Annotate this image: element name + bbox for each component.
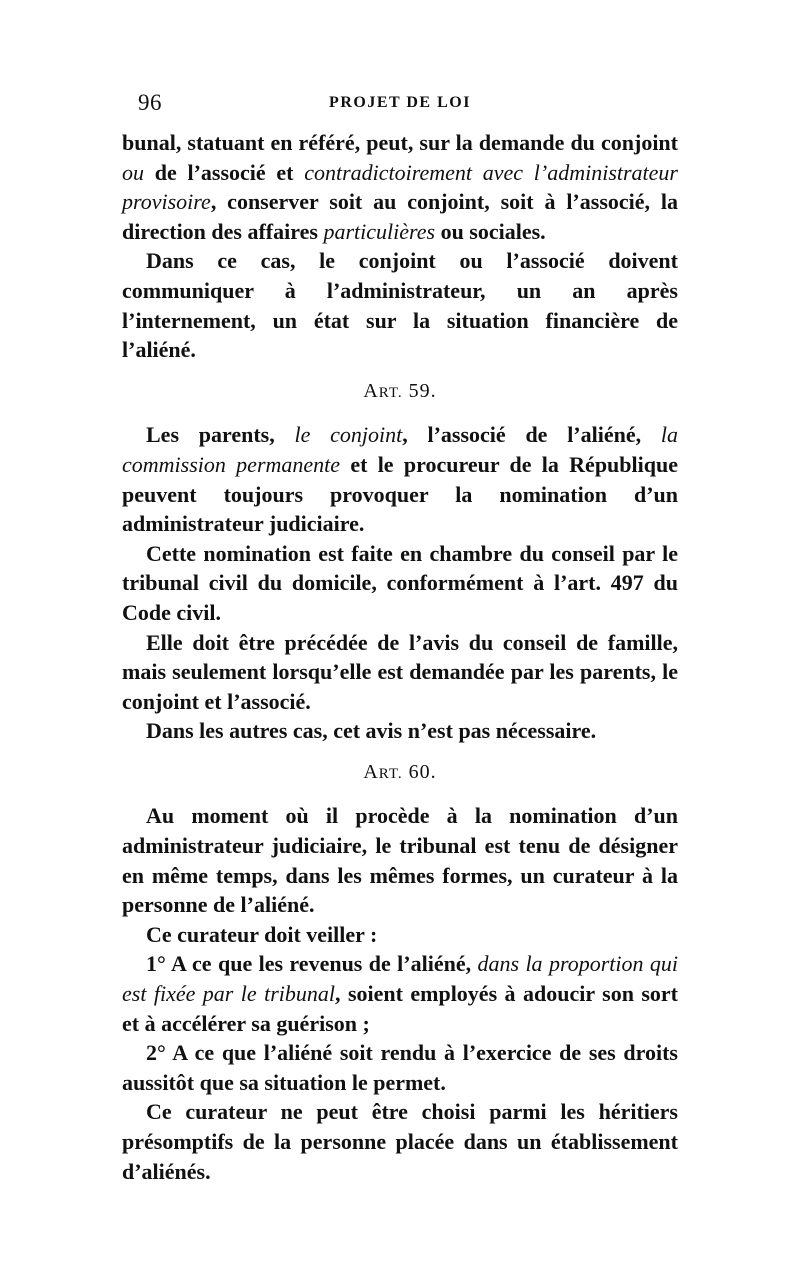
article-number: 60. — [408, 760, 437, 783]
article-heading — [122, 758, 678, 790]
running-title: PROJET DE LOI — [329, 94, 471, 111]
text-run: , soient employés à adoucir son sort et à accélérer sa guérison ; — [122, 981, 679, 1036]
paragraph — [122, 716, 678, 746]
text-run: Ce curateur doit veiller : — [146, 921, 378, 947]
page-body — [122, 128, 678, 1186]
text-run: Ce curateur ne peut être choisi parmi les héritiers présomptifs de la personne placée dans un établissement d’aliénés. — [122, 1099, 678, 1184]
italic-text: dans la proportion qui est fixée par le tribunal — [122, 951, 678, 1007]
article-label: ART. — [363, 760, 403, 783]
italic-text: le conjoint — [294, 422, 403, 448]
text-run: et le procureur de la République peuvent toujours provoquer la nomination d’un administrateur judiciaire. — [122, 451, 678, 537]
paragraph — [122, 949, 678, 1038]
paragraph — [122, 1097, 678, 1186]
paragraph — [122, 628, 678, 717]
italic-text: contradictoirement avec l’administrateur provisoire — [122, 159, 678, 215]
paragraph — [122, 1038, 678, 1097]
text-run: Elle doit être précédée de l’avis du conseil de famille, mais seulement lorsqu’elle est demandée par les parents, le conjoint et l’associé. — [122, 629, 678, 714]
paragraph — [122, 420, 678, 538]
paragraph — [122, 246, 678, 364]
text-run: 1° A ce que les revenus de l’aliéné, — [146, 951, 478, 977]
text-run: 2° A ce que l’aliéné soit rendu à l’exercice de ses droits aussitôt que sa situation le permet. — [122, 1040, 678, 1095]
text-run: bunal, statuant en référé, peut, sur la demande du conjoint — [122, 130, 678, 155]
italic-text: particulières — [323, 218, 436, 244]
text-run: , l’associé de l’aliéné, — [402, 422, 661, 448]
page-header — [120, 90, 680, 120]
text-run: Dans ce cas, le conjoint ou l’associé doivent communiquer à l’administrateur, un an après l’internement, un état sur la situation financière de l’aliéné. — [122, 248, 678, 363]
text-run: Cette nomination est faite en chambre du conseil par le tribunal civil du domicile, conformément à l’art. 497 du Code civil. — [122, 540, 678, 625]
text-run: Les parents, — [146, 422, 295, 448]
text-run: Au moment où il procède à la nomination d’un administrateur judiciaire, le tribunal est tenu de désigner en même temps, dans les mêmes formes, un curateur à la personne de l’aliéné. — [122, 803, 678, 918]
article-label: ART. — [363, 379, 403, 402]
page-number: 96 — [138, 90, 162, 115]
paragraph — [122, 539, 678, 628]
paragraph — [122, 128, 678, 246]
paragraph — [122, 920, 678, 950]
text-run: Dans les autres cas, cet avis n’est pas nécessaire. — [146, 718, 597, 744]
text-run: , conserver soit au conjoint, soit à l’associé, la direction des affaires — [122, 189, 678, 244]
text-run: de l’associé et — [144, 159, 305, 185]
italic-text: ou — [122, 159, 144, 185]
paragraph — [122, 801, 678, 919]
article-number: 59. — [408, 379, 437, 402]
text-run: ou sociales. — [435, 218, 546, 244]
italic-text: la commission permanente — [122, 422, 678, 477]
article-heading — [122, 377, 678, 409]
